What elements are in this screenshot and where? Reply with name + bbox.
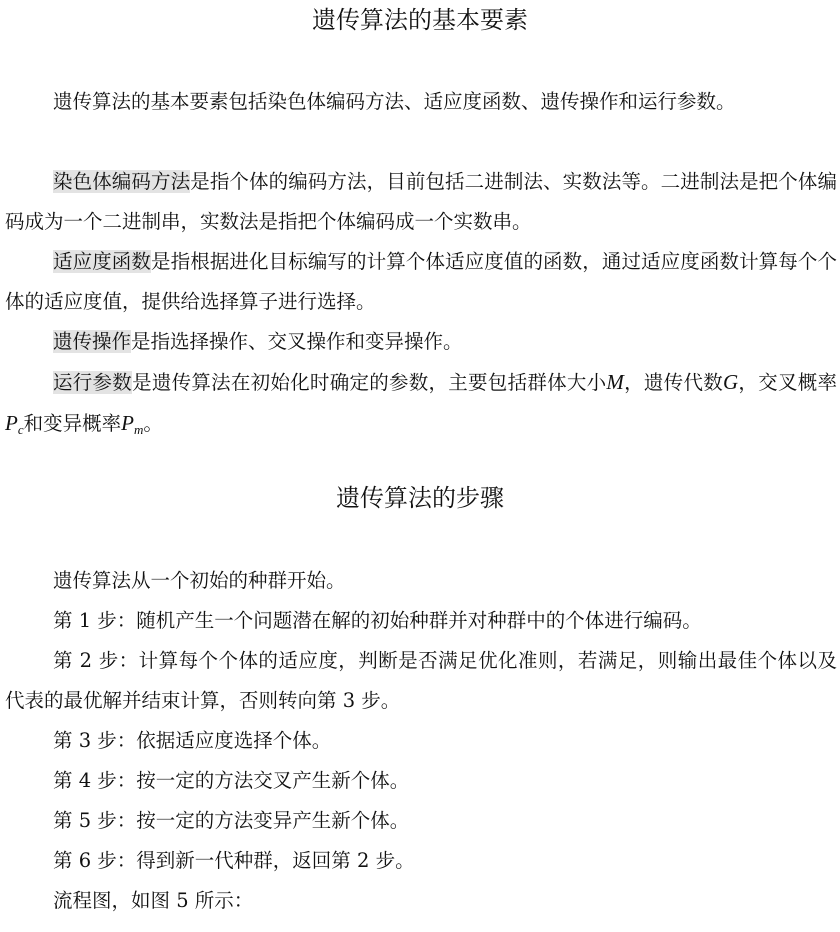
paragraph-fitness — [5, 242, 837, 322]
flowchart-reference: 流程图，如图 5 所示： — [53, 889, 254, 912]
variable-m: M — [606, 370, 624, 394]
section-title-basic-elements: 遗传算法的基本要素 — [312, 6, 528, 34]
step-3: 第 3 步：依据适应度选择个体。 — [53, 729, 332, 752]
step-5: 第 5 步：按一定的方法变异产生新个体。 — [53, 809, 410, 832]
encoding-description: 是指个体的编码方法，目前包括二进制法、实数法等。二进制法是把个体编码成为一个二进制串，实数法是指把个体编码成一个实数串。 — [5, 170, 837, 233]
step-4: 第 4 步：按一定的方法交叉产生新个体。 — [53, 769, 410, 792]
variable-pm-base: P — [121, 411, 134, 435]
step-2: 第 2 步：计算每个个体的适应度，判断是否满足优化准则，若满足，则输出最佳个体以及代表的最优解并结束计算，否则转向第 3 步。 — [5, 649, 837, 712]
parameters-text-e: 。 — [143, 412, 163, 435]
variable-pc-subscript: c — [17, 422, 24, 437]
paragraph-intro: 遗传算法的基本要素包括染色体编码方法、适应度函数、遗传操作和运行参数。 — [53, 90, 736, 113]
term-genetic-operations: 遗传操作 — [53, 330, 132, 353]
step-1: 第 1 步：随机产生一个问题潜在解的初始种群并对种群中的个体进行编码。 — [53, 609, 702, 632]
paragraph-parameters — [5, 362, 837, 444]
variable-pm-subscript: m — [133, 422, 144, 437]
variable-pc — [5, 411, 24, 435]
paragraph-operations — [5, 322, 837, 362]
variable-pc-base: P — [5, 411, 18, 435]
variable-g: G — [722, 370, 739, 394]
term-chromosome-encoding: 染色体编码方法 — [53, 170, 191, 193]
term-run-parameters: 运行参数 — [53, 371, 133, 394]
step-6: 第 6 步：得到新一代种群，返回第 2 步。 — [53, 849, 415, 872]
parameters-text-d: 和变异概率 — [23, 412, 122, 435]
fitness-description: 是指根据进化目标编写的计算个体适应度值的函数，通过适应度函数计算每个个体的适应度值，提供给选择算子进行选择。 — [5, 250, 837, 313]
variable-pm — [121, 411, 143, 435]
section-title-steps: 遗传算法的步骤 — [336, 484, 504, 512]
paragraph-encoding — [5, 162, 837, 242]
parameters-text-b: ，遗传代数 — [623, 371, 723, 394]
parameters-text-c: ，交叉概率 — [738, 371, 837, 394]
term-fitness-function: 适应度函数 — [53, 250, 152, 273]
operations-description: 是指选择操作、交叉操作和变异操作。 — [131, 330, 463, 353]
parameters-text-a: 是遗传算法在初始化时确定的参数，主要包括群体大小 — [132, 371, 607, 394]
step-intro: 遗传算法从一个初始的种群开始。 — [53, 569, 346, 592]
